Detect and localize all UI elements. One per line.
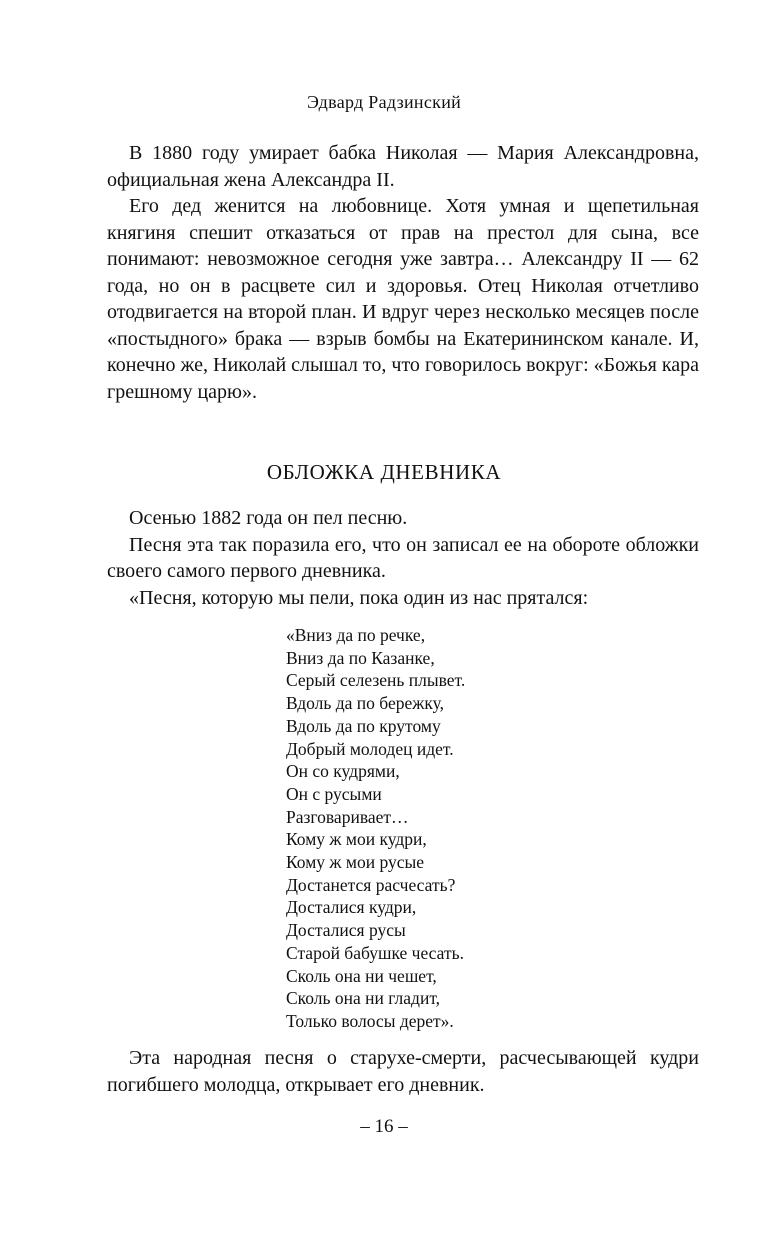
paragraph: В 1880 году умирает бабка Николая — Мария Александровна, официальная жена Александра II. (107, 142, 699, 191)
text-block-closing (107, 1045, 699, 1098)
text-block-song-intro (107, 505, 699, 611)
page-number: – 16 – (360, 1116, 408, 1137)
paragraph: Его дед женится на любовнице. Хотя умная и щепетильная княгиня спешит отказаться от прав на престол для сына, все понимают: невозможное сегодня уже завтра… Александру II — 62 года, но он в расцвете сил и здоровья. Отец Николая отчетливо отодвигается на второй план. И вдруг через несколько месяцев после «постыдного» брака — взрыв бомбы на Екатерининском канале. И, конечно же, Николай слышал то, что говорилось вокруг: «Божья кара грешному царю». (107, 195, 699, 403)
poem-line: Он с русыми (286, 783, 382, 804)
running-head: Эдвард Радзинский (306, 92, 462, 112)
poem-line: Сколь она ни гладит, (286, 988, 441, 1009)
poem-line: Серый селезень плывет. (286, 670, 466, 691)
poem-line: «Вниз да по речке, (286, 625, 426, 645)
poem-line: Старой бабушке чесать. (286, 942, 464, 963)
paragraph: Осенью 1882 года он пел песню. (129, 507, 408, 529)
paragraph: «Песня, которую мы пели, пока один из нас прятался: (129, 586, 589, 609)
section-heading: ОБЛОЖКА ДНЕВНИКА (266, 460, 502, 484)
poem-line: Досталися кудри, (286, 897, 417, 918)
poem-line: Вдоль да по крутому (286, 715, 441, 736)
poem-line: Разговаривает… (286, 806, 409, 827)
poem-line: Он со кудрями, (286, 761, 400, 782)
poem-line: Кому ж мои русые (286, 852, 425, 873)
poem-line: Вниз да по Казанке, (286, 647, 435, 668)
song-poem (286, 624, 465, 1033)
poem-line: Кому ж мои кудри, (286, 829, 427, 850)
poem-line: Добрый молодец идет. (286, 738, 454, 759)
poem-line: Сколь она ни чешет, (286, 965, 437, 986)
poem-line: Досталися русы (286, 920, 406, 941)
poem-line: Достанется расчесать? (286, 874, 456, 895)
poem-line: Только волосы дерет». (286, 1010, 454, 1031)
text-block-intro (107, 140, 699, 405)
poem-line: Вдоль да по бережку, (286, 693, 444, 714)
paragraph: Эта народная песня о старухе-смерти, расчесывающей кудри погибшего молодца, открывает его дневник. (107, 1047, 699, 1096)
paragraph: Песня эта так поразила его, что он записал ее на обороте обложки своего самого первого дневника. (107, 533, 699, 582)
